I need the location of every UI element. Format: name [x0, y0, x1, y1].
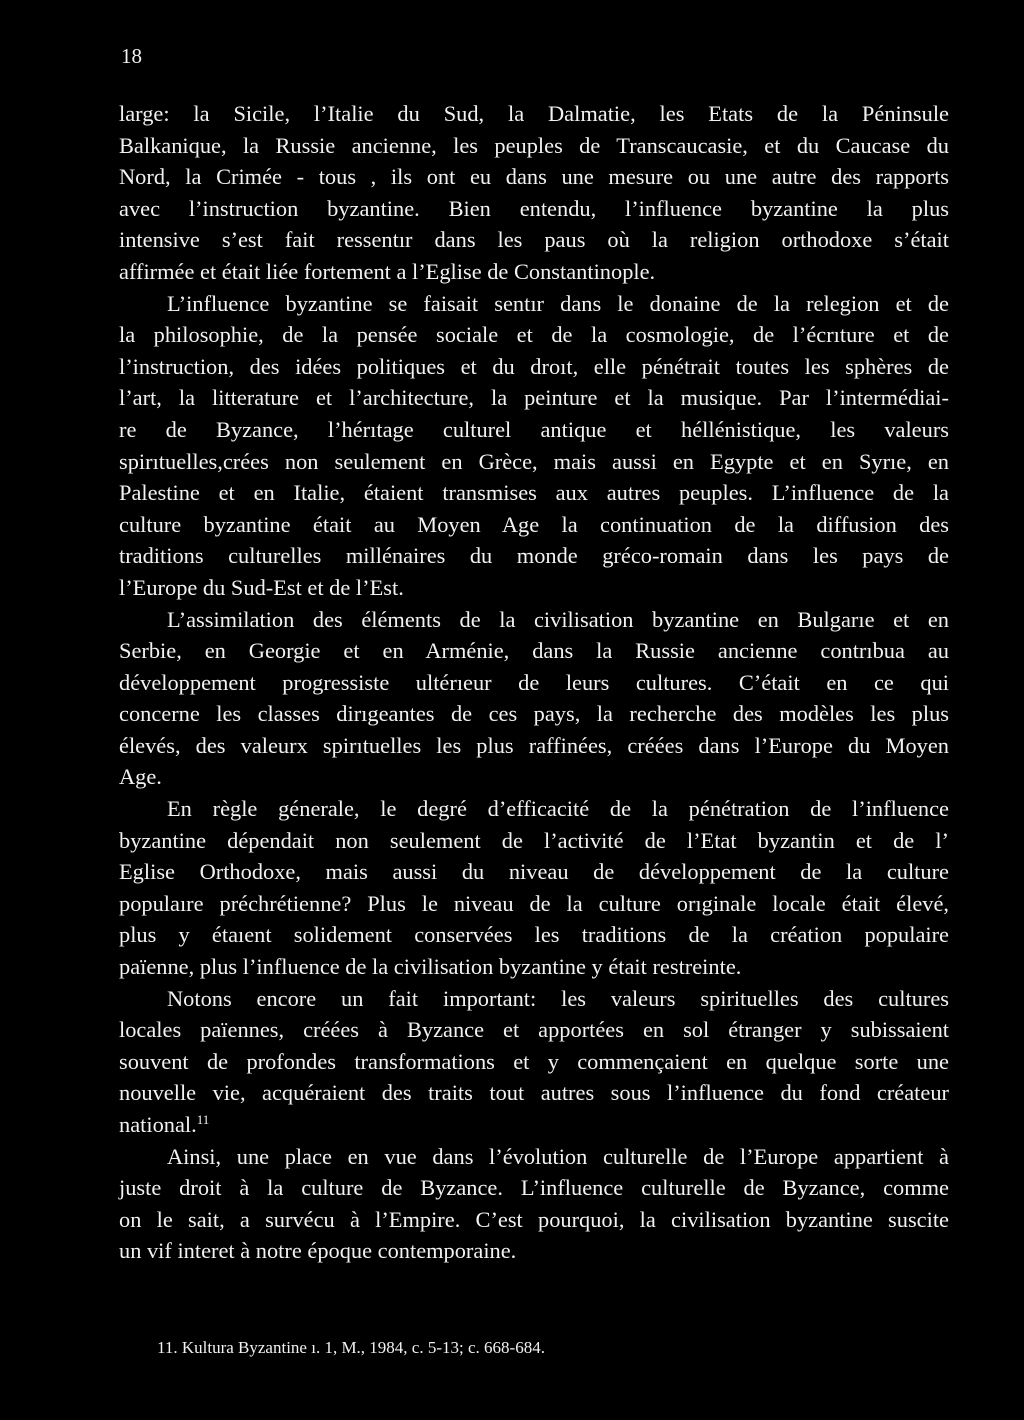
text-line: on le sait, a survécu à l’Empire. C’est pourquoi, la civilisation byzantine suscite — [119, 1206, 949, 1232]
text-line: avec l’instruction byzantine. Bien entendu, l’influence byzantine la plus — [119, 195, 949, 221]
text-line: En règle génerale, le degré d’efficacité de la pénétration de l’influence — [167, 796, 949, 822]
paragraph — [119, 983, 949, 1141]
paragraph — [119, 793, 949, 983]
text-line: traditions culturelles millénaires du monde gréco-romain dans les pays de — [119, 543, 949, 569]
paragraph — [119, 1141, 949, 1267]
text-line: la philosophie, de la pensée sociale et de la cosmologie, de l’écrıture et de — [119, 322, 949, 348]
paragraph — [119, 288, 949, 604]
text-line: souvent de profondes transformations et y commençaient en quelque sorte une — [119, 1048, 949, 1074]
text-line: L’influence byzantine se faisait sentır dans le donaine de la relegion et de — [167, 290, 949, 316]
text-line: plus y étaıent solidement conservées les traditions de la création populaire — [119, 922, 949, 948]
text-line: Serbie, en Georgie et en Arménie, dans la Russie ancienne contrıbua au — [119, 638, 949, 664]
text-line: un vif interet à notre époque contemporaine. — [119, 1238, 517, 1264]
text-line: élevés, des valeurx spirıtuelles les plus raffinées, créées dans l’Europe du Moyen — [119, 732, 949, 758]
paragraph — [119, 604, 949, 794]
text-line-content: national. — [119, 1112, 197, 1137]
text-line: concerne les classes dirıgeantes de ces pays, la recherche des modèles les plus — [119, 701, 949, 727]
text-line: l’art, la litterature et l’architecture, la peinture et la musique. Par l’intermédiai- — [119, 385, 949, 411]
text-line: Notons encore un fait important: les valeurs spirituelles des cultures — [167, 985, 949, 1011]
text-line: spirıtuelles,crées non seulement en Grèce, mais aussi en Egypte et en Syrıe, en — [119, 448, 949, 474]
paragraph — [119, 98, 949, 288]
text-line: Nord, la Crimée - tous , ils ont eu dans une mesure ou une autre des rapports — [119, 164, 949, 190]
text-line: L’assimilation des éléments de la civilisation byzantine en Bulgarıe et en — [167, 606, 949, 632]
text-line: Palestine et en Italie, étaient transmises aux autres peuples. L’influence de la — [119, 480, 949, 506]
body-text — [119, 98, 949, 1267]
text-line — [119, 1109, 949, 1141]
text-line: re de Byzance, l’hérıtage culturel antique et héllénistique, les valeurs — [119, 416, 949, 442]
text-line: locales païennes, créées à Byzance et apportées en sol étranger y subissaient — [119, 1017, 949, 1043]
text-line: affirmée et était liée fortement a l’Eglise de Constantinople. — [119, 258, 656, 284]
footnote: 11. Kultura Byzantine ı. 1, M., 1984, c. 5-13; c. 668-684. — [157, 1338, 545, 1357]
text-line: l’Europe du Sud-Est et de l’Est. — [119, 574, 404, 600]
text-line: culture byzantine était au Moyen Age la continuation de la diffusion des — [119, 511, 949, 537]
text-line: développement progressiste ultérıeur de leurs cultures. C’était en ce qui — [119, 669, 949, 695]
text-line: Age. — [119, 764, 162, 790]
text-line: Eglise Orthodoxe, mais aussi du niveau de développement de la culture — [119, 859, 949, 885]
text-line: juste droit à la culture de Byzance. L’influence culturelle de Byzance, comme — [119, 1175, 949, 1201]
footnote-reference: 11 — [196, 1112, 210, 1127]
text-line: byzantine dépendait non seulement de l’activité de l’Etat byzantin et de l’ — [119, 827, 949, 853]
text-line: Balkanique, la Russie ancienne, les peuples de Transcaucasie, et du Caucase du — [119, 132, 949, 158]
text-line: l’instruction, des idées politiques et du droıt, elle pénétrait toutes les sphères de — [119, 353, 949, 379]
text-line: intensive s’est fait ressentır dans les paus où la religion orthodoxe s’était — [119, 227, 949, 253]
text-line: Ainsi, une place en vue dans l’évolution culturelle de l’Europe appartient à — [167, 1143, 949, 1169]
text-line: nouvelle vie, acquéraient des traits tout autres sous l’influence du fond créateur — [119, 1080, 949, 1106]
text-line: païenne, plus l’influence de la civilisation byzantine y était restreinte. — [119, 954, 742, 980]
text-line: large: la Sicile, l’Italie du Sud, la Dalmatie, les Etats de la Péninsule — [119, 101, 949, 126]
page-number: 18 — [121, 44, 142, 68]
text-line: populaıre préchrétienne? Plus le niveau de la culture orıginale locale était élevé, — [119, 890, 949, 916]
